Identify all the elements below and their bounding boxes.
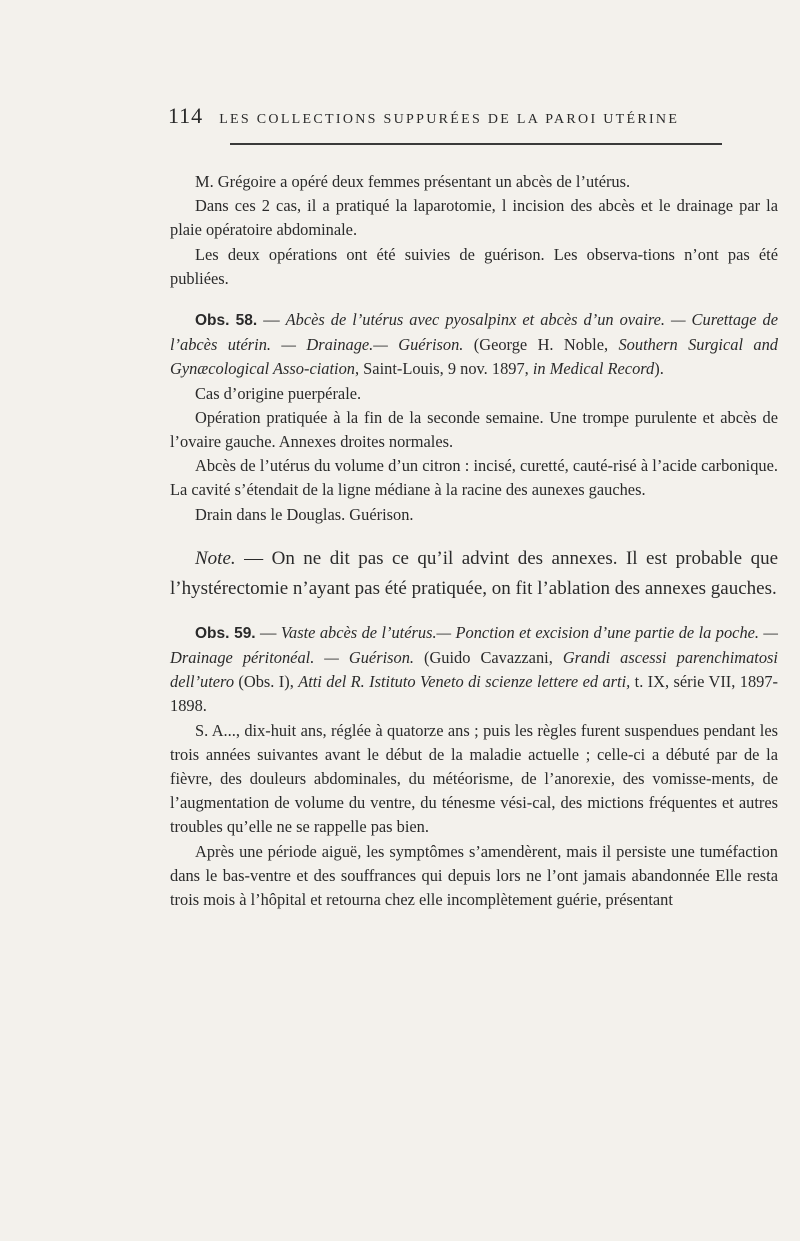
obs-59-paragraph-1: S. A..., dix-huit ans, réglée à quatorze ans ; puis les règles furent suspendues pendant les trois années suivantes avant le début de la maladie actuelle ; celle-ci a débuté par de la fièvre, des douleurs abdominales, du météorisme, de l’anorexie, des vomisse-ments, de l’augmentation de volume du ventre, du ténesme vési-cal, des mictions fréquentes et autres troubles qu’elle ne se rappelle pas bien.	[170, 720, 778, 837]
obs-59-source-mid: (Obs. I),	[234, 672, 299, 692]
page-number: 114	[168, 103, 204, 128]
page-header	[168, 103, 786, 129]
obs-59-paragraph-2: Après une période aiguë, les symptômes s’amendèrent, mais il persiste une tuméfaction dans le bas-ventre et des souffrances qui depuis lors ne l’ont jamais abandonnée Elle resta trois mois à l’hôpital et retourna chez elle incomplètement guérie, présentant	[170, 841, 778, 910]
intro-paragraph-1: M. Grégoire a opéré deux femmes présentant un abcès de l’utérus.	[195, 172, 631, 191]
obs-58-paragraph-1: Cas d’origine puerpérale.	[195, 383, 362, 403]
obs-59-label: Obs. 59.	[195, 624, 256, 642]
note-paragraph	[170, 544, 778, 604]
intro-paragraph-2: Dans ces 2 cas, il a pratiqué la laparotomie, l incision des abcès et le drainage par la plaie opératoire abdominale.	[170, 196, 778, 240]
obs-59-title: Vaste abcès de l’utérus.— Ponction et excision d’une partie de la poche. — Drainage péritonéal. — Guérison.	[170, 622, 778, 668]
header-rule	[230, 143, 722, 145]
obs-58-title: Abcès de l’utérus avec pyosalpinx et abcès d’un ovaire. — Curettage de l’abcès utérin. — Drainage.— Guérison.	[170, 310, 778, 355]
obs-58-label: Obs. 58.	[195, 312, 258, 330]
obs-59-source-open: (Guido Cavazzani,	[414, 648, 563, 668]
obs-59-source-in: Atti del R. Istituto Veneto di scienze lettere ed arti,	[298, 672, 631, 692]
obs-58-heading	[170, 308, 778, 382]
obs-59-dash: —	[255, 622, 281, 642]
intro-paragraph-3: Les deux opérations ont été suivies de guérison. Les observa-tions n’ont pas été publiées.	[170, 244, 778, 288]
obs-58-dash: —	[257, 310, 286, 330]
obs-58-paragraph-2: Opération pratiquée à la fin de la seconde semaine. Une trompe purulente et abcès de l’ovaire gauche. Annexes droites normales.	[170, 407, 778, 452]
obs-58-journal: Southern Surgical and Gynæcological Asso-ciation	[170, 335, 778, 379]
note-label: Note.	[195, 547, 236, 569]
running-head: LES COLLECTIONS SUPPURÉES DE LA PAROI UTÉRINE	[219, 112, 680, 127]
obs-59-heading	[170, 621, 778, 719]
note-text: — On ne dit pas ce qu’il advint des annexes. Il est probable que l’hystérectomie n’ayant pas été pratiquée, on fit l’ablation des annexes gauches.	[170, 547, 778, 599]
spacer	[170, 291, 778, 308]
obs-58-source-in: in Medical Record	[532, 359, 655, 379]
obs-59-journal: Grandi ascessi parenchimatosi dell’utero	[170, 648, 778, 692]
spacer	[170, 604, 778, 621]
page-body	[170, 170, 778, 912]
obs-58-paragraph-4: Drain dans le Douglas. Guérison.	[195, 504, 414, 524]
obs-59-source-close: t. IX, série VII, 1897-1898.	[170, 672, 778, 716]
obs-58-source-open: (George H. Noble,	[463, 335, 619, 355]
obs-58-source-close: ).	[654, 359, 664, 379]
spacer	[170, 527, 778, 544]
obs-58-paragraph-3: Abcès de l’utérus du volume d’un citron : incisé, curetté, cauté-risé à l’acide carbonique. La cavité s’étendait de la ligne médiane à la racine des aunexes gauches.	[170, 456, 778, 500]
obs-58-source-mid: , Saint-Louis, 9 nov. 1897,	[354, 359, 533, 379]
